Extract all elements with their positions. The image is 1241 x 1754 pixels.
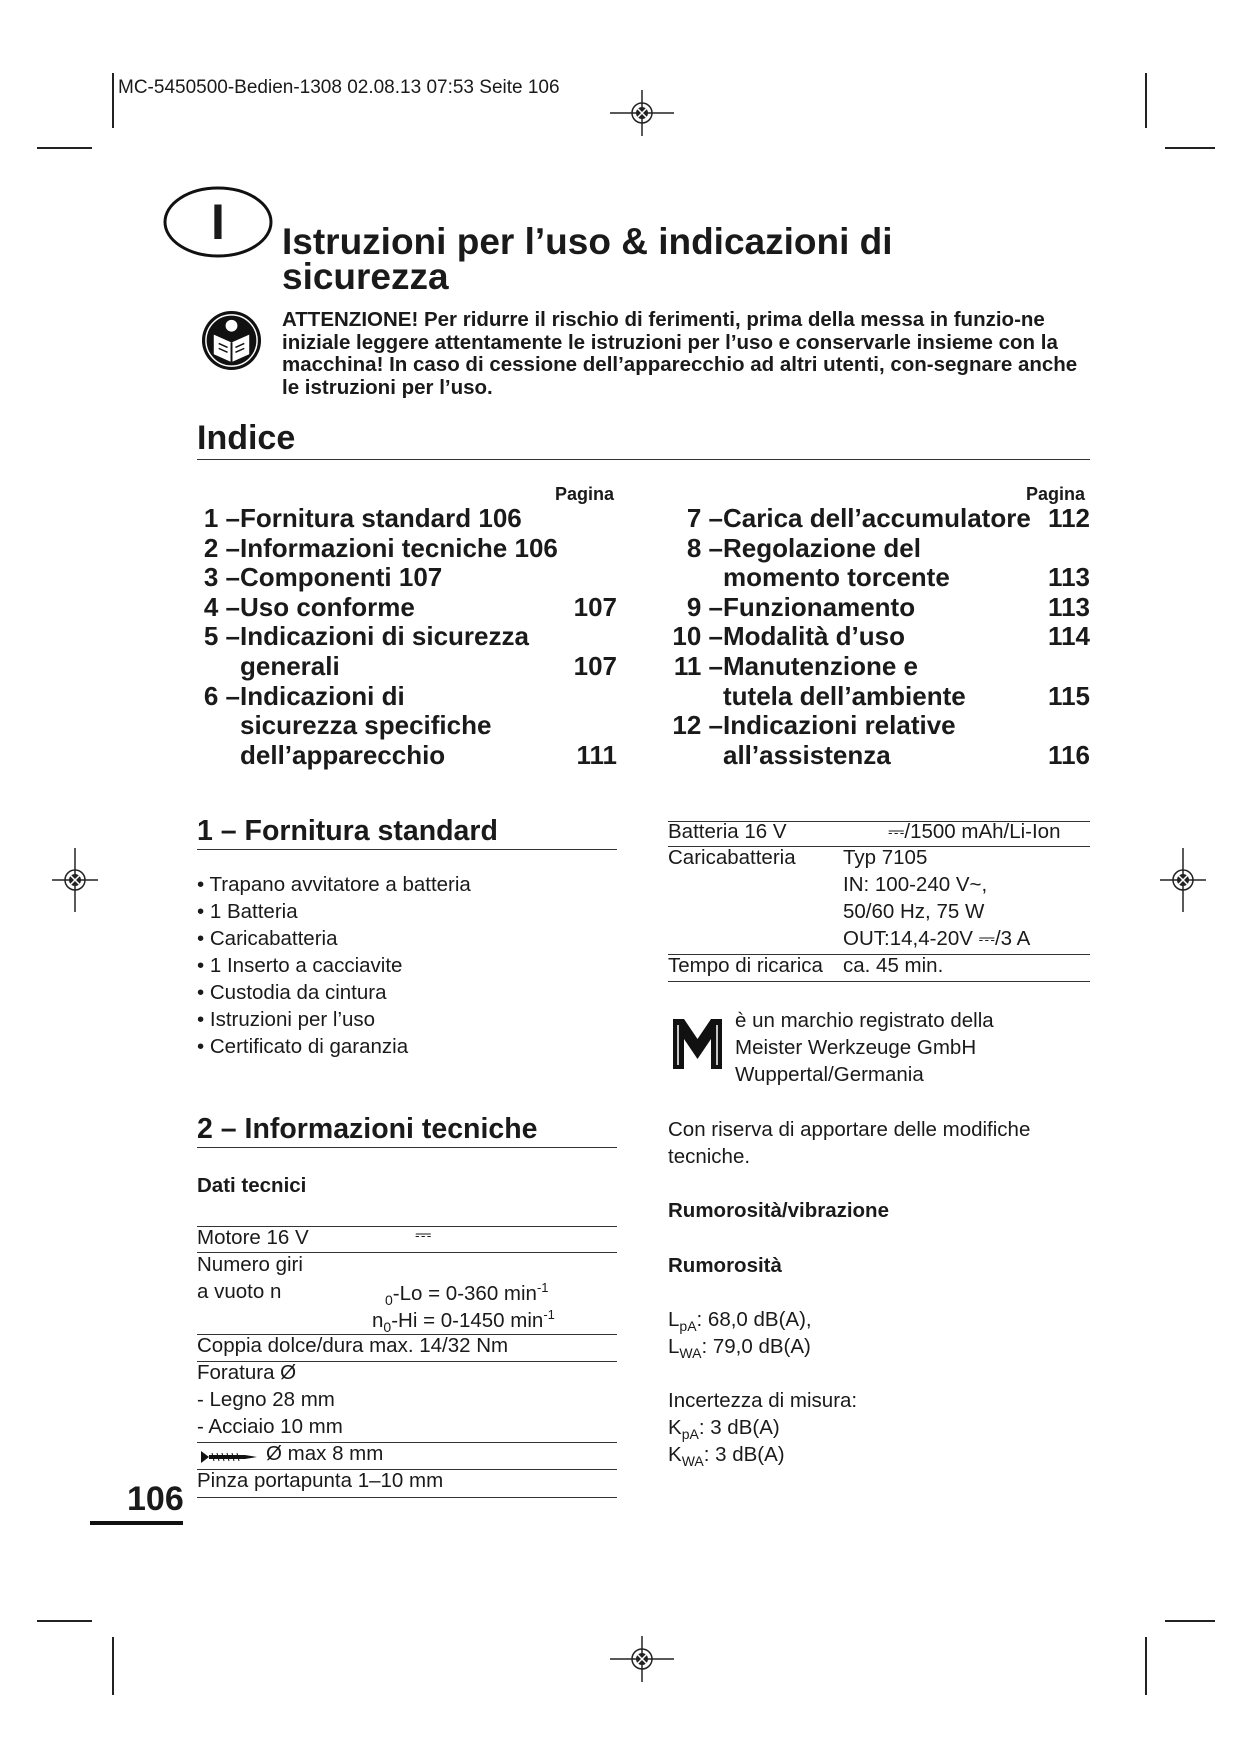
index-entry-number: 5 – <box>203 621 240 652</box>
registration-mark-icon <box>610 1636 674 1682</box>
reserve-note: Con riserva di apportare delle modifiche tecniche. <box>668 1118 1031 1168</box>
speed-label-2: a vuoto n <box>197 1280 282 1303</box>
index-entry-number: 4 – <box>203 591 240 622</box>
index-entry-title: sicurezza specifiche <box>240 710 492 741</box>
charge-time-value: ca. 45 min. <box>843 954 944 977</box>
index-entry-page: 115 <box>1048 680 1090 711</box>
charger-frequency: 50/60 Hz, 75 W <box>843 900 985 923</box>
registration-mark-icon <box>52 848 98 912</box>
index-entry-title: Indicazioni relative <box>723 710 956 741</box>
index-entry-title: Indicazioni di sicurezza <box>240 621 529 652</box>
index-entry-page: 113 <box>1048 562 1090 593</box>
speed-lo-value: -Lo = 0-360 min <box>392 1281 537 1305</box>
index-rule <box>197 459 1090 460</box>
charger-input: IN: 100-240 V~, <box>843 873 988 896</box>
index-entry <box>197 652 617 682</box>
index-entry-title: Uso conforme <box>240 591 415 622</box>
index-entry-title: Regolazione del <box>723 532 921 563</box>
index-entry <box>197 563 617 593</box>
speed-lo-subscript: 0 <box>385 1291 393 1308</box>
index-entry-number: 2 – <box>203 532 240 563</box>
index-entry <box>668 622 1090 652</box>
index-entry-title: Componenti 107 <box>240 562 443 593</box>
list-item: • 1 Inserto a cacciavite <box>197 954 403 977</box>
index-entry <box>197 741 617 771</box>
index-entry-number: 3 – <box>203 562 240 593</box>
trademark-line: Wuppertal/Germania <box>735 1063 924 1086</box>
list-item: • Trapano avvitatore a batteria <box>197 873 471 896</box>
tech-rule <box>197 1497 617 1498</box>
index-entry-title: Funzionamento <box>723 591 916 622</box>
index-entry-page: 111 <box>576 739 617 770</box>
index-entry-page: 116 <box>1048 739 1090 770</box>
index-entry-number: 12 – <box>672 710 723 741</box>
page-title: Istruzioni per l’uso & indicazioni di sicurezza <box>282 221 893 297</box>
dc-symbol-icon: ⎓/ <box>978 927 1001 950</box>
index-entry <box>668 534 1090 564</box>
speed-hi-symbol: n <box>372 1308 384 1332</box>
meister-logo-icon <box>670 1015 725 1073</box>
registration-mark-icon <box>1160 848 1206 912</box>
index-entry <box>668 504 1090 534</box>
crop-mark <box>1165 147 1215 149</box>
kwa-subscript: WA <box>681 1453 704 1470</box>
crop-mark <box>37 147 92 149</box>
dc-symbol-icon: ⎓ <box>415 1223 432 1246</box>
index-entry <box>668 682 1090 712</box>
index-entry <box>197 593 617 623</box>
drilling-steel: - Acciaio 10 mm <box>197 1415 343 1438</box>
index-entry <box>668 652 1090 682</box>
crop-mark <box>112 1637 114 1695</box>
speed-hi-value: -Hi = 0-1450 min <box>391 1308 544 1332</box>
tech-rule <box>197 1442 617 1443</box>
index-entry <box>668 563 1090 593</box>
list-item: • Custodia da cintura <box>197 981 387 1004</box>
section-2-rule <box>197 1147 617 1148</box>
index-entry-page: 107 <box>573 591 617 622</box>
charger-output-voltage: OUT:14,4-20V <box>843 927 973 950</box>
lwa-symbol: L <box>668 1335 680 1358</box>
index-entry <box>668 741 1090 771</box>
index-entry-title: all’assistenza <box>723 739 891 770</box>
index-entry-number: 10 – <box>672 621 723 652</box>
list-item: • 1 Batteria <box>197 900 298 923</box>
drilling-label: Foratura Ø <box>197 1361 297 1384</box>
speed-lo <box>385 1280 549 1308</box>
lwa-subscript: WA <box>679 1345 702 1362</box>
section-1-rule <box>197 849 617 850</box>
specs-rule <box>668 981 1090 982</box>
crop-mark <box>37 1620 92 1622</box>
trademark-text <box>735 1007 1095 1088</box>
section-1-heading: 1 – Fornitura standard <box>197 815 498 847</box>
lpa-subscript: pA <box>679 1318 697 1335</box>
index-heading: Indice <box>197 419 296 457</box>
index-page-label-left: Pagina <box>555 484 615 504</box>
motor-label <box>197 1226 309 1250</box>
kwa-value <box>668 1443 785 1469</box>
speed-hi-subscript: 0 <box>383 1318 392 1335</box>
crop-mark <box>1145 1637 1147 1695</box>
page-number-rule <box>90 1521 183 1525</box>
index-entry <box>668 711 1090 741</box>
charger-label: Caricabatteria <box>668 846 796 869</box>
index-entry-page: 113 <box>1048 591 1090 622</box>
screw-icon <box>199 1448 259 1466</box>
noise-subheading: Rumorosità <box>668 1254 782 1277</box>
lwa-value <box>668 1335 811 1361</box>
drilling-wood: - Legno 28 mm <box>197 1388 335 1411</box>
lpa-value <box>668 1308 812 1334</box>
index-entry <box>197 711 617 741</box>
read-manual-icon <box>200 309 263 372</box>
lpa-symbol: L <box>668 1308 680 1331</box>
registration-mark-icon <box>610 90 674 136</box>
list-item: • Istruzioni per l’uso <box>197 1008 376 1031</box>
safety-warning: ATTENZIONE! Per ridurre il rischio di ferimenti, prima della messa in funzio-ne iniziale leggere attentamente le istruzioni per l’uso e conservarle insieme con la macchina! In caso di cessione dell’apparecchio ad altri utenti, con-segnare anche le istruzioni per l’uso. <box>282 308 1078 399</box>
index-entry <box>197 504 617 534</box>
page-number: 106 <box>127 1480 184 1518</box>
speed-hi <box>372 1307 555 1335</box>
kpa-subscript: pA <box>681 1426 699 1443</box>
index-entry-title: Fornitura standard 106 <box>240 503 522 533</box>
list-item: • Certificato di garanzia <box>197 1035 409 1058</box>
index-entry <box>197 622 617 652</box>
index-entry-number: 9 – <box>686 591 723 622</box>
kpa-value <box>668 1416 780 1442</box>
speed-hi-exponent: -1 <box>543 1307 555 1322</box>
index-entry <box>668 593 1090 623</box>
index-right-column <box>668 504 1090 774</box>
speed-lo-exponent: -1 <box>536 1280 549 1295</box>
screw-diameter: Ø max 8 mm <box>266 1442 384 1465</box>
index-entry-title: generali <box>240 651 340 681</box>
trademark-line: è un marchio registrato della <box>735 1009 994 1032</box>
index-entry-title: dell’apparecchio <box>240 739 446 770</box>
kpa-symbol: K <box>668 1416 682 1439</box>
uncertainty-label: Incertezza di misura: <box>668 1389 858 1412</box>
index-entry-number: 8 – <box>686 532 723 563</box>
index-entry <box>197 682 617 712</box>
index-entry-title: momento torcente <box>723 562 950 593</box>
list-item: • Caricabatteria <box>197 927 338 950</box>
tech-data-heading: Dati tecnici <box>197 1174 307 1197</box>
standard-supply-list <box>197 873 617 1073</box>
index-entry-page: 112 <box>1048 503 1090 533</box>
index-left-column <box>197 504 617 774</box>
lwa-number: : 79,0 dB(A) <box>701 1335 811 1358</box>
index-entry-page: 114 <box>1048 621 1090 652</box>
kpa-number: : 3 dB(A) <box>698 1416 780 1439</box>
index-page-label-right: Pagina <box>1026 484 1086 504</box>
chuck-row: Pinza portapunta 1–10 mm <box>197 1469 444 1492</box>
dc-symbol-icon: ⎓/ <box>888 820 911 843</box>
index-entry-title: Informazioni tecniche 106 <box>240 532 558 563</box>
index-entry-title: Carica dell’accumulatore <box>723 503 1031 533</box>
language-badge-letter: I <box>211 194 225 250</box>
section-2-heading: 2 – Informazioni tecniche <box>197 1113 538 1145</box>
crop-mark <box>112 73 114 128</box>
crop-mark <box>1165 1620 1215 1622</box>
index-entry-page: 107 <box>573 651 617 681</box>
index-entry <box>197 534 617 564</box>
index-entry-title: Indicazioni di <box>240 680 405 711</box>
lpa-number: : 68,0 dB(A), <box>696 1308 812 1331</box>
crop-mark <box>1145 73 1147 128</box>
speed-label-1: Numero giri <box>197 1253 303 1276</box>
index-entry-number: 6 – <box>203 680 240 711</box>
index-entry-number: 7 – <box>686 503 723 533</box>
kwa-number: : 3 dB(A) <box>703 1443 785 1466</box>
index-entry-title: Modalità d’uso <box>723 621 905 652</box>
kwa-symbol: K <box>668 1443 682 1466</box>
print-header: MC-5450500-Bedien-1308 02.08.13 07:53 Seite 106 <box>118 77 560 98</box>
trademark-line: Meister Werkzeuge GmbH <box>735 1036 977 1059</box>
charger-output <box>843 927 1030 951</box>
motor-value: Motore 16 V <box>197 1226 309 1249</box>
index-entry-number: 11 – <box>673 651 723 681</box>
charge-time-label: Tempo di ricarica <box>668 954 823 977</box>
torque-row: Coppia dolce/dura max. 14/32 Nm <box>197 1334 509 1357</box>
index-entry-title: Manutenzione e <box>723 651 919 681</box>
noise-heading: Rumorosità/vibrazione <box>668 1199 889 1222</box>
battery-capacity: 1500 mAh/Li-Ion <box>910 820 1061 843</box>
index-entry-number: 1 – <box>203 503 240 533</box>
charger-type: Typ 7105 <box>843 846 928 869</box>
charger-output-current: 3 A <box>1000 927 1031 950</box>
index-entry-title: tutela dell’ambiente <box>723 680 966 711</box>
battery-label: Batteria 16 V <box>668 820 787 843</box>
battery-value <box>888 820 1061 844</box>
